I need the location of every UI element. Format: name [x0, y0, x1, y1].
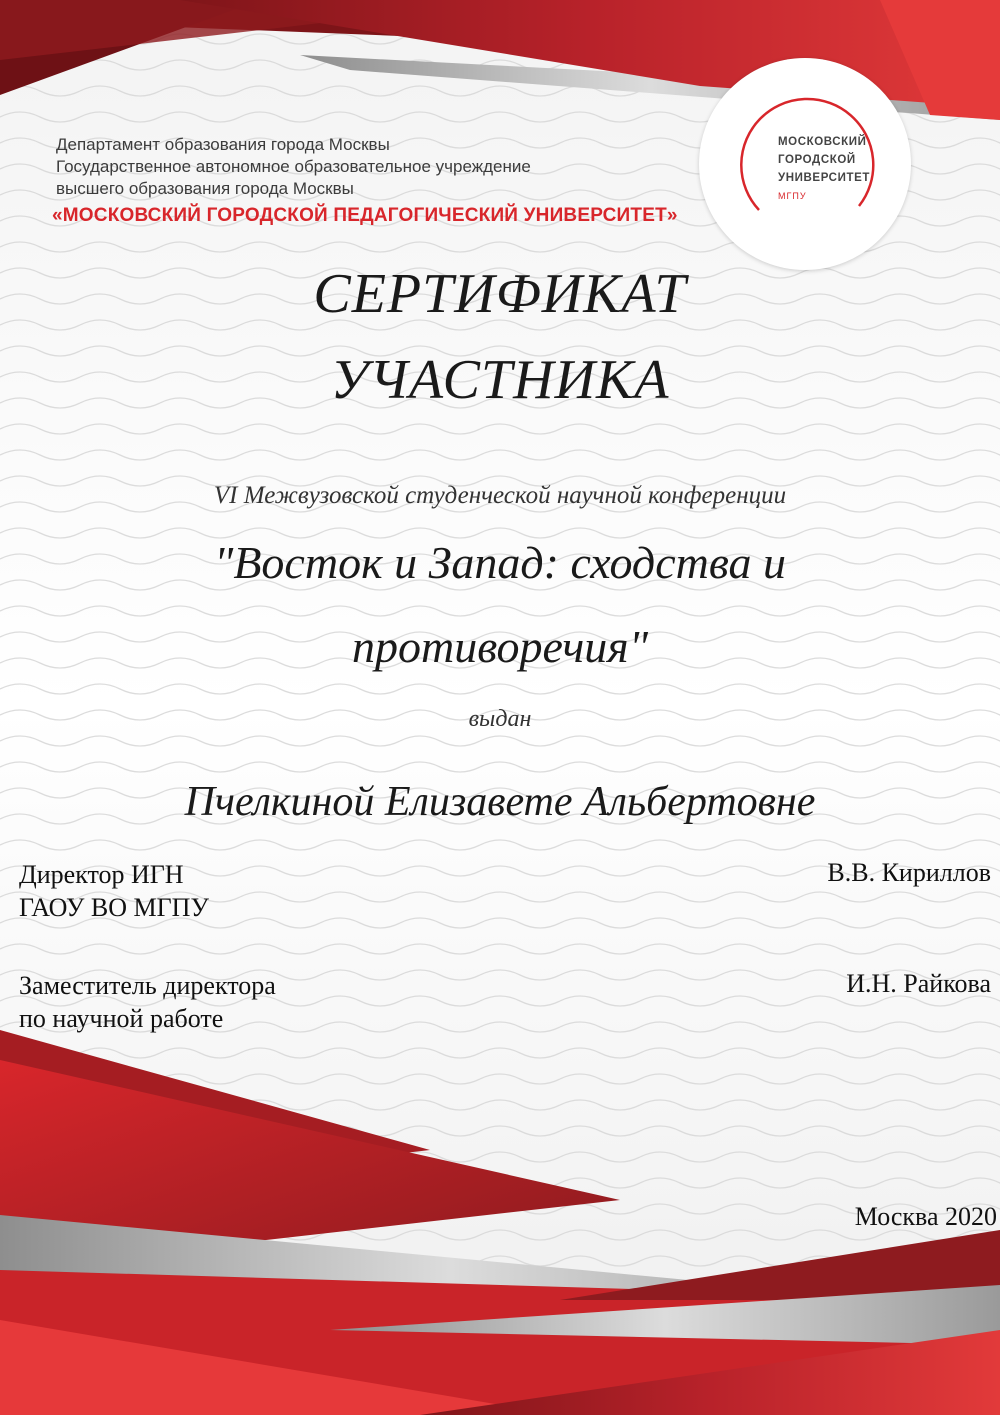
logo-abbreviation: МГПУ — [778, 191, 807, 201]
logo-text-line3: УНИВЕРСИТЕТ — [778, 172, 870, 184]
signatory-position-2 — [19, 969, 276, 1035]
conference-theme-line1: "Восток и Запад: сходства и — [214, 537, 786, 588]
certificate-subtitle: УЧАСТНИКА — [330, 349, 670, 411]
conference-theme-line2: противоречия" — [351, 621, 649, 672]
recipient-name: Пчелкиной Елизавете Альбертовне — [184, 779, 816, 825]
signatory-name-1: В.В. Кириллов — [827, 858, 991, 887]
issued-label: выдан — [468, 706, 532, 732]
certificate-title: СЕРТИФИКАТ — [313, 263, 687, 325]
place-and-year: Москва 2020 — [854, 1202, 997, 1231]
conference-name: VI Межвузовской студенческой научной конференции — [213, 482, 787, 509]
signatory-position-1-line2: ГАОУ ВО МГПУ — [19, 893, 209, 922]
signatory-position-1 — [19, 858, 209, 924]
university-name: «МОСКОВСКИЙ ГОРОДСКОЙ ПЕДАГОГИЧЕСКИЙ УНИВЕРСИТЕТ» — [52, 205, 678, 226]
signatory-position-1-line1: Директор ИГН — [19, 860, 184, 889]
education-level-line: высшего образования города Москвы — [56, 179, 354, 198]
logo-text-line1: МОСКОВСКИЙ — [778, 136, 867, 148]
signatory-position-2-line2: по научной работе — [19, 1004, 224, 1033]
signatory-name-2: И.Н. Райкова — [846, 969, 991, 998]
logo-text-line2: ГОРОДСКОЙ — [778, 154, 856, 166]
institution-type-line: Государственное автономное образовательное учреждение — [56, 157, 531, 176]
department-line: Департамент образования города Москвы — [56, 135, 390, 154]
signatory-position-2-line1: Заместитель директора — [19, 971, 276, 1000]
university-logo — [699, 58, 911, 270]
